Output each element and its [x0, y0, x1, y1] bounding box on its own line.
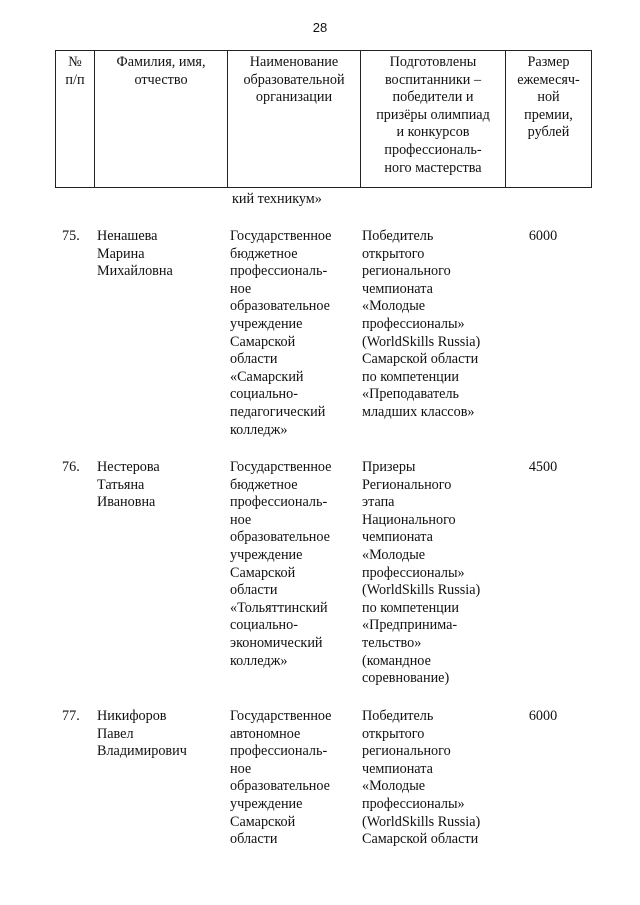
header-col-achievement: Подготовлены воспитанники – победители и призёры олимпиад и конкурсов профессиональ- ного мастерства: [361, 51, 506, 188]
header-col-num: № п/п: [56, 51, 95, 188]
row-name: Ненашева Марина Михайловна: [97, 228, 173, 280]
row-organization: Государственное бюджетное профессиональ- ное образовательное учреждение Самарской области «Самарский социально- педагогический колледж»: [230, 228, 332, 438]
row-prize: 6000: [528, 708, 558, 724]
header-row: [56, 51, 592, 188]
row-number: 76.: [62, 459, 80, 475]
page-number: 28: [312, 20, 328, 35]
row-prize: 6000: [528, 228, 558, 244]
row-achievement: Призеры Регионального этапа Национального чемпионата «Молодые профессионалы» (WorldSkills Russia) по компетенции «Предпринима- тельство» (командное соревнование): [362, 459, 481, 687]
row-achievement: Победитель открытого регионального чемпионата «Молодые профессионалы» (WorldSkills Russia) Самарской области по компетенции «Преподаватель младших классов»: [362, 228, 481, 420]
row-number: 77.: [62, 708, 80, 724]
row-prize: 4500: [528, 459, 558, 475]
carryover-text: кий техникум»: [232, 191, 322, 207]
row-organization: Государственное автономное профессиональ- ное образовательное учреждение Самарской области: [230, 708, 332, 848]
header-col-name: Фамилия, имя, отчество: [95, 51, 228, 188]
row-name: Нестерова Татьяна Ивановна: [97, 459, 160, 511]
row-organization: Государственное бюджетное профессиональ- ное образовательное учреждение Самарской области «Тольяттинский социально- экономический колледж»: [230, 459, 332, 669]
row-achievement: Победитель открытого регионального чемпионата «Молодые профессионалы» (WorldSkills Russia) Самарской области: [362, 708, 481, 848]
table-header: [55, 50, 592, 188]
row-name: Никифоров Павел Владимирович: [97, 708, 187, 760]
header-col-org: Наименование образовательной организации: [228, 51, 361, 188]
header-col-prize: Размер ежемесяч- ной премии, рублей: [506, 51, 592, 188]
row-number: 75.: [62, 228, 80, 244]
